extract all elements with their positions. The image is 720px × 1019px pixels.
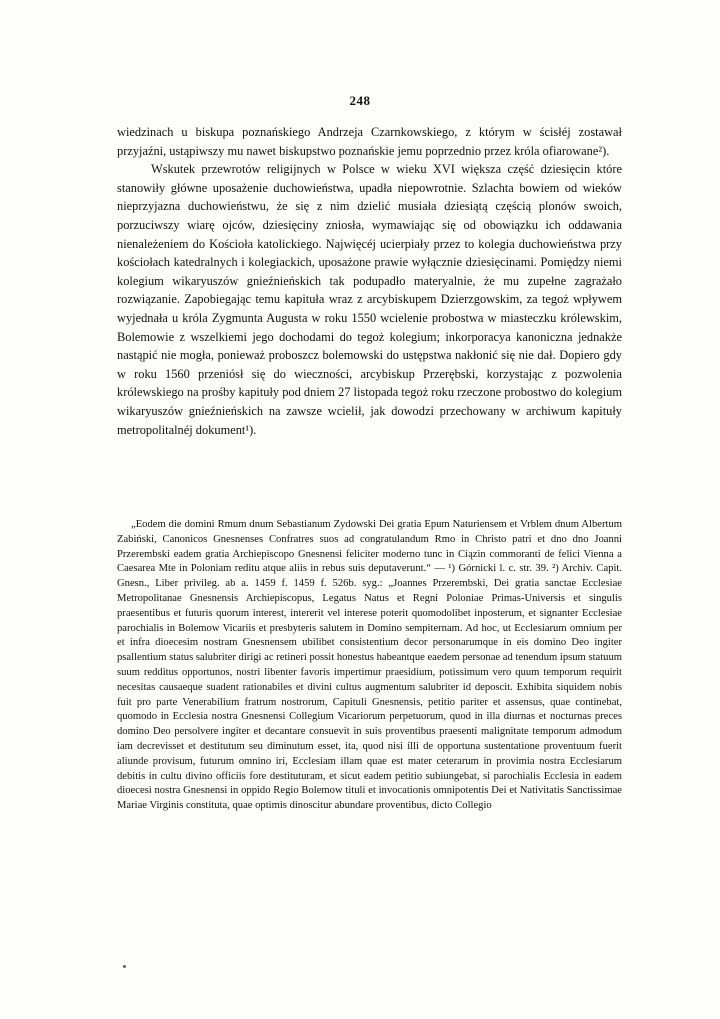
footnotes [117, 518, 622, 814]
print-speck [123, 965, 126, 968]
body-paragraph: wiedzinach u biskupa poznańskiego Andrzeja Czarnkowskiego, z którym w ścisłéj zostawał przyjaźni, ustąpiwszy mu nawet biskupstwo poznańskie jemu poprzednio przez króla ofiarowane²). [117, 125, 622, 158]
page-number: 248 [349, 93, 371, 108]
body-paragraph: Wskutek przewrotów religijnych w Polsce w wieku XVI większa część dziesięcin które stanowiły główne uposażenie duchowieństwa, upadła niepowrotnie. Szlachta bowiem od wieków nieprzyjazna duchowieństwu, że się z nim dzielić musiała dziesiątą częścią plonów swoich, porzuciwszy wiarę ojców, dziesięciny zniosła, wymawiając się od obowiązku ich oddawania nienależeniem do Kościoła katolickiego. Najwięcéj ucierpiały przez to kolegia duchowieństwa przy kościołach katedralnych i kolegiackich, uposażone prawie wyłącznie dziesięcinami. Pomiędzy niemi kolegium wikaryuszów gnieźnieńskich tak podupadło materyalnie, że mu zupełne zagrażało rozwiązanie. Zapobiegając temu kapituła wraz z arcybiskupem Dzierzgowskim, za tegoż wpływem wyjednała u króla Zygmunta Augusta w roku 1550 wcielenie probostwa w miasteczku królewskim, Bolemowie z wszelkiemi jego dochodami do tegoż kolegium; inkorporacya kanoniczna jednakże nastąpić nie mogła, ponieważ proboszcz bolemowski do ustępstwa nakłonić się nie dał. Dopiero gdy w roku 1560 przeniósł się do wieczności, arcybiskup Przerębski, korzystając z pozwolenia królewskiego na prośby kapituły pod dniem 27 listopada tegoż roku rzeczone probostwo do kolegium wikaryuszów gnieźnieńskich na zawsze wcielił, jak dowodzi przechowany w archiwum kapituły metropolitalnéj dokument¹). [117, 162, 622, 437]
main-text [117, 123, 622, 439]
footnote-text: „Eodem die domini Rmum dnum Sebastianum Zydowski Dei gratia Epum Naturiensem et Vrblem dnum Albertum Zabiński, Canonicos Gnesnenses Confratres suos ad congratulandum Rmo in Christo patri et dno dno Joanni Przerembski eadem gratia Archiepiscopo Gnesnensi feliciter moderno tunc in Ciązin commoranti de felici Vienna a Caesarea Mte in Poloniam reditu atque aliis in rebus suis deputaverunt.“ — ¹) Górnicki l. c. str. 39. ²) Archiv. Capit. Gnesn., Liber privileg. ab a. 1459 f. 1459 f. 526b. syg.: „Joannes Przerembski, Dei gratia sanctae Ecclesiae Metropolitanae Gnesnensis Archiepiscopus, Legatus Natus et Regni Poloniae Primas-Universis et singulis praesentibus et futuris quorum interest, intererit vel interese poterit quomodolibet inposterum, et signanter Ecclesiae parochialis in Bolemow Vicariis et presbyteris salutem in Domino sempiternam. Ad hoc, ut Ecclesiarum omnium per et infra dioecesim nostram Gnesnensem ubilibet consistentium decor personarumque in eis domino Deo ingiter psallentium status salubriter dirigi ac retineri possit honestus habeantque eaedem personae ad tenendum ipsum statuum suum redditus opportunos, nostri libenter favoris impertimur praesidium, potissimum vero quum temporum requirit necesitas causaeque suadent rationabiles et divini cultus augmentum salubriter id deposcit. Exhibita siquidem nobis fuit pro parte Venerabilium fratrum nostrorum, Capituli Gnesnensis, petitio pariter et assensus, quae continebat, quomodo in Ecclesia nostra Gnesnensi Collegium Vicariorum perpetuorum, quod in illa diurnas et nocturnas preces domino Deo persolvere ingiter et decantare consuevit in suis proventibus praesenti malignitate temporum admodum iam decrevisset et destitutum seu diminutum esset, ita, quod nisi illi de opportuna sustentatione proventuum fuerit aliunde provisum, futurum omnino iri, Ecclesiam illam quae est mater ceterarum in provimia nostra Ecclesiarum debitis in cultu divino officiis fore destituturam, et sicut eadem petitio subiungebat, si parochialis Ecclesia in eadem dioecesi nostra Gnesnensi in oppido Regio Bolemow tituli et invocationis omnipotentis Dei et Nativitatis Sanctissimae Mariae Virginis constituta, quae optimis dinoscitur abundare proventibus, dicto Collegio [117, 519, 622, 812]
